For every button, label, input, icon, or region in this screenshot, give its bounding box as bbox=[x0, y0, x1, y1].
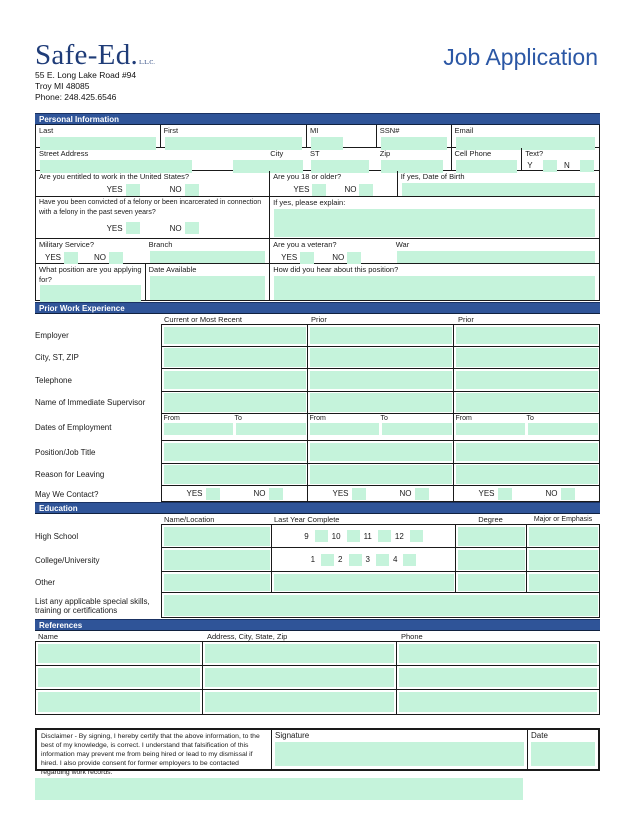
work-dates-cell-2 bbox=[454, 414, 599, 440]
edu-other-cells bbox=[161, 572, 600, 593]
ref2-address-input[interactable] bbox=[205, 668, 394, 687]
text-yes-label: Y bbox=[527, 161, 533, 170]
ssn-field bbox=[377, 125, 452, 147]
veteran-yes-label: YES bbox=[281, 253, 298, 262]
edu-skills-cells bbox=[161, 593, 600, 618]
entitled-yes-checkbox[interactable] bbox=[126, 184, 140, 196]
to-label: To bbox=[234, 415, 242, 422]
work-to-input-2[interactable] bbox=[528, 423, 598, 435]
age-no-label: NO bbox=[344, 185, 357, 194]
edu-cu-year3-label: 3 bbox=[365, 555, 370, 564]
edu-cu-year1-label: 1 bbox=[310, 555, 316, 564]
state-field bbox=[307, 148, 377, 170]
dob-input[interactable] bbox=[402, 183, 595, 196]
edu-other-label: Other bbox=[35, 578, 56, 587]
last-name-label: Last bbox=[39, 126, 54, 135]
edu-other-name-input[interactable] bbox=[164, 574, 270, 591]
ref3-address-cell bbox=[203, 690, 397, 714]
work-employer-input-2[interactable] bbox=[456, 327, 598, 345]
edu-other-major-input[interactable] bbox=[529, 574, 598, 591]
work-employer-input-0[interactable] bbox=[164, 327, 306, 345]
middle-initial-label: MI bbox=[310, 126, 319, 135]
work-position-cell-0 bbox=[162, 441, 308, 463]
military-question bbox=[36, 239, 146, 263]
ssn-label: SSN# bbox=[379, 126, 400, 135]
military-yes-label: YES bbox=[45, 253, 62, 262]
edu-col-degree-label: Degree bbox=[478, 515, 503, 524]
work-contact-no-checkbox-1[interactable] bbox=[415, 488, 429, 500]
entitled-yes-label: YES bbox=[106, 185, 123, 194]
work-employer-cell-0 bbox=[162, 325, 308, 346]
date-label: Date bbox=[531, 731, 548, 740]
ref-col-address-label: Address, City, State, Zip bbox=[207, 632, 288, 641]
age-no-checkbox[interactable] bbox=[359, 184, 373, 196]
edu-cu-major-input[interactable] bbox=[529, 550, 598, 570]
cell-phone-label: Cell Phone bbox=[454, 149, 492, 158]
work-dates-cell-1 bbox=[308, 414, 454, 440]
war-field bbox=[393, 239, 599, 263]
brand-block bbox=[35, 40, 155, 103]
city-field bbox=[229, 148, 307, 170]
edu-highschool-cells bbox=[161, 524, 600, 548]
work-dates-label: Dates of Employment bbox=[35, 423, 112, 432]
ref3-phone-cell bbox=[397, 690, 599, 714]
edu-cu-year4-checkbox[interactable] bbox=[403, 554, 416, 566]
military-yes-checkbox[interactable] bbox=[64, 252, 78, 264]
work-experience-header: Prior Work Experience bbox=[35, 302, 600, 314]
work-col-current-label: Current or Most Recent bbox=[164, 315, 242, 324]
edu-skills-input[interactable] bbox=[164, 595, 598, 616]
edu-college-cells bbox=[161, 548, 600, 572]
edu-highschool-label: High School bbox=[35, 531, 79, 541]
cell-phone-field bbox=[452, 148, 523, 170]
company-address-line2: Troy MI 48085 bbox=[35, 81, 90, 91]
date-field bbox=[528, 730, 598, 769]
ref1-address-cell bbox=[203, 642, 397, 665]
work-employer-cells bbox=[161, 324, 600, 347]
work-supervisor-cells bbox=[161, 392, 600, 415]
text-ok-label: Text? bbox=[525, 149, 544, 158]
edu-hs-year10-label: 10 bbox=[331, 531, 341, 541]
edu-hs-year9-checkbox[interactable] bbox=[315, 530, 328, 542]
ref1-phone-cell bbox=[397, 642, 599, 665]
work-supervisor-input-2[interactable] bbox=[456, 393, 598, 412]
work-employer-cell-1 bbox=[308, 325, 454, 346]
work-city-cells bbox=[161, 347, 600, 370]
work-position-input-0[interactable] bbox=[164, 443, 306, 462]
company-name-suffix: L.L.C. bbox=[139, 60, 155, 66]
ref2-phone-input[interactable] bbox=[399, 668, 597, 687]
work-dates-sublabels-2 bbox=[456, 414, 598, 423]
work-telephone-cell-2 bbox=[454, 369, 599, 391]
work-telephone-input-2[interactable] bbox=[456, 371, 598, 390]
reference-row-3 bbox=[36, 690, 599, 714]
first-name-label: First bbox=[163, 126, 179, 135]
age-question bbox=[270, 171, 398, 196]
age-label: Are you 18 or older? bbox=[273, 172, 342, 181]
veteran-question bbox=[270, 239, 393, 263]
signature-table bbox=[35, 728, 600, 776]
eligibility-row bbox=[36, 171, 599, 197]
military-no-label: NO bbox=[94, 253, 107, 262]
position-row bbox=[36, 264, 599, 300]
position-label: What position are you applying for? bbox=[39, 265, 142, 284]
entitled-no-label: NO bbox=[169, 185, 182, 194]
felony-question bbox=[36, 197, 270, 238]
veteran-no-label: NO bbox=[332, 253, 345, 262]
work-row-employer bbox=[35, 324, 600, 347]
work-dates-sublabels-0 bbox=[164, 414, 306, 423]
military-row bbox=[36, 239, 599, 264]
from-label: From bbox=[163, 415, 180, 422]
work-reason-input-1[interactable] bbox=[310, 465, 452, 484]
hear-about-field bbox=[270, 264, 599, 300]
war-input[interactable] bbox=[397, 251, 595, 263]
ref2-name-input[interactable] bbox=[38, 668, 200, 687]
from-label: From bbox=[309, 415, 326, 422]
work-contact-cells bbox=[161, 486, 600, 502]
work-contact-label: May We Contact? bbox=[35, 489, 99, 499]
work-telephone-cell-0 bbox=[162, 369, 308, 391]
edu-col-year-label: Last Year Complete bbox=[274, 515, 340, 524]
work-position-cell-2 bbox=[454, 441, 599, 463]
entitled-to-work-question bbox=[36, 171, 270, 196]
personal-information-section bbox=[35, 113, 600, 301]
company-logo bbox=[35, 40, 155, 70]
address-row bbox=[36, 148, 599, 171]
work-experience-section bbox=[35, 302, 600, 502]
work-to-input-1[interactable] bbox=[382, 423, 452, 435]
work-contact-no-checkbox-0[interactable] bbox=[269, 488, 283, 500]
edu-hs-year10-checkbox[interactable] bbox=[347, 530, 360, 542]
branch-field bbox=[146, 239, 271, 263]
work-telephone-cell-1 bbox=[308, 369, 454, 391]
work-column-headers bbox=[35, 315, 600, 324]
education-section bbox=[35, 502, 600, 618]
edu-cu-year2-checkbox[interactable] bbox=[349, 554, 362, 566]
veteran-no-checkbox[interactable] bbox=[347, 252, 361, 264]
dob-label: If yes, Date of Birth bbox=[400, 172, 465, 181]
work-contact-yes-label-2: YES bbox=[478, 489, 495, 498]
work-contact-cell-1 bbox=[308, 486, 454, 501]
work-reason-cells bbox=[161, 464, 600, 487]
middle-initial-field bbox=[307, 125, 377, 147]
references-table bbox=[35, 641, 600, 715]
date-input[interactable] bbox=[531, 742, 595, 767]
edu-col-major-label: Major or Emphasis bbox=[533, 516, 593, 523]
work-contact-no-label-1: NO bbox=[399, 489, 412, 498]
edu-hs-year11-label: 11 bbox=[363, 531, 372, 541]
edu-other-major-cell bbox=[527, 572, 599, 592]
age-yes-checkbox[interactable] bbox=[312, 184, 326, 196]
ref2-phone-cell bbox=[397, 666, 599, 689]
work-telephone-input-0[interactable] bbox=[164, 371, 306, 390]
felony-no-label: NO bbox=[169, 223, 182, 233]
military-options bbox=[39, 252, 143, 264]
edu-cu-years-cell bbox=[272, 548, 456, 571]
edu-cu-year1-checkbox[interactable] bbox=[321, 554, 334, 566]
work-row-city bbox=[35, 347, 600, 370]
edu-hs-year11-checkbox[interactable] bbox=[378, 530, 391, 542]
work-contact-no-label-0: NO bbox=[253, 489, 266, 498]
work-dates-boxes-1 bbox=[310, 423, 452, 435]
work-telephone-input-1[interactable] bbox=[310, 371, 452, 390]
text-yes-checkbox[interactable] bbox=[543, 160, 557, 172]
edu-college-label: College/University bbox=[35, 555, 100, 565]
text-no-checkbox[interactable] bbox=[580, 160, 594, 172]
text-no-label: N bbox=[564, 161, 570, 170]
work-position-input-2[interactable] bbox=[456, 443, 598, 462]
edu-cu-year2-label: 2 bbox=[338, 555, 343, 564]
reference-row-1 bbox=[36, 642, 599, 666]
zip-field bbox=[377, 148, 452, 170]
work-row-dates bbox=[35, 414, 600, 441]
work-reason-label: Reason for Leaving bbox=[35, 470, 105, 480]
veteran-options bbox=[273, 252, 390, 264]
edu-hs-degree-input[interactable] bbox=[458, 527, 525, 546]
work-contact-cell-2 bbox=[454, 486, 599, 501]
work-position-cell-1 bbox=[308, 441, 454, 463]
work-contact-yes-label-1: YES bbox=[332, 489, 349, 498]
company-phone: Phone: 248.425.6546 bbox=[35, 92, 117, 102]
references-column-headers bbox=[35, 632, 600, 641]
work-employer-label: Employer bbox=[35, 330, 69, 340]
ref2-address-cell bbox=[203, 666, 397, 689]
felony-yes-label: YES bbox=[106, 223, 123, 233]
veteran-yes-checkbox[interactable] bbox=[300, 252, 314, 264]
email-field bbox=[452, 125, 599, 147]
ref-col-phone-label: Phone bbox=[401, 632, 423, 641]
work-dates-cells bbox=[161, 414, 600, 441]
ref1-phone-input[interactable] bbox=[399, 644, 597, 663]
work-row-supervisor bbox=[35, 392, 600, 415]
page-title: Job Application bbox=[443, 44, 598, 70]
from-label: From bbox=[455, 415, 472, 422]
signature-label: Signature bbox=[275, 731, 310, 740]
edu-cu-degree-cell bbox=[456, 548, 527, 571]
name-row bbox=[36, 125, 599, 148]
work-supervisor-input-0[interactable] bbox=[164, 393, 306, 412]
work-telephone-label: Telephone bbox=[35, 375, 72, 385]
hear-about-input[interactable] bbox=[274, 276, 595, 300]
edu-cu-year4-label: 4 bbox=[392, 555, 398, 564]
education-header: Education bbox=[35, 502, 600, 514]
work-contact-cell-0 bbox=[162, 486, 308, 501]
veteran-label: Are you a veteran? bbox=[273, 240, 337, 249]
street-address-field bbox=[36, 148, 229, 170]
edu-other-degree-input[interactable] bbox=[458, 574, 525, 591]
work-position-input-1[interactable] bbox=[310, 443, 452, 462]
street-address-label: Street Address bbox=[39, 149, 89, 158]
edu-other-degree-cell bbox=[456, 572, 527, 592]
date-available-field bbox=[146, 264, 271, 300]
signature-field bbox=[272, 730, 528, 769]
edu-row-college bbox=[35, 548, 600, 572]
work-city-cell-2 bbox=[454, 347, 599, 369]
work-position-label: Position/Job Title bbox=[35, 447, 96, 457]
work-from-input-2[interactable] bbox=[456, 423, 526, 435]
work-dates-boxes-2 bbox=[456, 423, 598, 435]
bottom-signature-bar-input[interactable] bbox=[35, 778, 523, 800]
position-field bbox=[36, 264, 146, 300]
edu-hs-year12-label: 12 bbox=[394, 531, 404, 541]
work-dates-cell-0 bbox=[162, 414, 308, 440]
felony-label: Have you been convicted of a felony or been incarcerated in connection with a felony in the past seven years? bbox=[39, 199, 262, 216]
work-contact-yes-label-0: YES bbox=[186, 489, 203, 498]
edu-col-name-label: Name/Location bbox=[164, 515, 215, 524]
work-city-input-2[interactable] bbox=[456, 348, 598, 367]
felony-yes-checkbox[interactable] bbox=[126, 222, 140, 234]
work-from-input-1[interactable] bbox=[310, 423, 380, 435]
work-col-prior1-label: Prior bbox=[311, 315, 327, 324]
company-name: Safe-Ed. bbox=[35, 39, 139, 71]
work-dates-boxes-0 bbox=[164, 423, 306, 435]
ref3-name-cell bbox=[36, 690, 203, 714]
state-label: ST bbox=[310, 149, 320, 158]
edu-skills-label: List any applicable special skills, training or certifications bbox=[35, 596, 150, 615]
work-supervisor-cell-0 bbox=[162, 392, 308, 414]
work-supervisor-input-1[interactable] bbox=[310, 393, 452, 412]
ref3-name-input[interactable] bbox=[38, 692, 200, 712]
email-label: Email bbox=[454, 126, 474, 135]
military-label: Military Service? bbox=[39, 240, 95, 249]
work-row-telephone bbox=[35, 369, 600, 392]
work-reason-cell-0 bbox=[162, 464, 308, 486]
edu-hs-years-cell bbox=[272, 525, 456, 547]
work-row-contact bbox=[35, 486, 600, 502]
edu-hs-major-cell bbox=[527, 525, 599, 547]
work-from-input-0[interactable] bbox=[164, 423, 234, 435]
to-label: To bbox=[380, 415, 388, 422]
war-label: War bbox=[395, 240, 410, 249]
ref3-address-input[interactable] bbox=[205, 692, 394, 712]
felony-explain-input[interactable] bbox=[274, 209, 595, 237]
work-row-position bbox=[35, 441, 600, 464]
work-telephone-cells bbox=[161, 369, 600, 392]
edu-hs-major-input[interactable] bbox=[529, 527, 598, 546]
edu-cu-degree-input[interactable] bbox=[458, 550, 525, 570]
work-reason-input-0[interactable] bbox=[164, 465, 306, 484]
edu-row-highschool bbox=[35, 524, 600, 548]
edu-cu-major-cell bbox=[527, 548, 599, 571]
felony-explain-field bbox=[270, 197, 599, 238]
work-supervisor-cell-2 bbox=[454, 392, 599, 414]
ref1-address-input[interactable] bbox=[205, 644, 394, 663]
military-no-checkbox[interactable] bbox=[109, 252, 123, 264]
edu-hs-year12-checkbox[interactable] bbox=[410, 530, 423, 542]
work-to-input-0[interactable] bbox=[236, 423, 306, 435]
references-section bbox=[35, 619, 600, 715]
ref-col-name-label: Name bbox=[38, 632, 59, 641]
edu-other-name-cell bbox=[162, 572, 272, 592]
city-label: City bbox=[270, 149, 284, 158]
work-contact-no-checkbox-2[interactable] bbox=[561, 488, 575, 500]
felony-options bbox=[39, 222, 266, 234]
company-address-line1: 55 E. Long Lake Road #94 bbox=[35, 70, 137, 80]
first-name-field bbox=[161, 125, 307, 147]
work-contact-yes-checkbox-1[interactable] bbox=[352, 488, 366, 500]
age-yes-label: YES bbox=[293, 185, 310, 194]
edu-cu-year3-checkbox[interactable] bbox=[376, 554, 389, 566]
work-city-cell-1 bbox=[308, 347, 454, 369]
work-supervisor-label: Name of Immediate Supervisor bbox=[35, 398, 146, 408]
work-position-cells bbox=[161, 441, 600, 464]
work-employer-cell-2 bbox=[454, 325, 599, 346]
work-city-input-1[interactable] bbox=[310, 348, 452, 367]
felony-no-checkbox[interactable] bbox=[185, 222, 199, 234]
to-label: To bbox=[526, 415, 534, 422]
edu-row-skills bbox=[35, 593, 600, 618]
work-col-prior2-label: Prior bbox=[458, 315, 474, 324]
ref1-name-cell bbox=[36, 642, 203, 665]
work-supervisor-cell-1 bbox=[308, 392, 454, 414]
felony-row bbox=[36, 197, 599, 239]
last-name-field bbox=[36, 125, 161, 147]
edu-hs-name-input[interactable] bbox=[164, 527, 270, 546]
work-reason-cell-2 bbox=[454, 464, 599, 486]
education-column-headers bbox=[35, 515, 600, 524]
work-contact-no-label-2: NO bbox=[545, 489, 558, 498]
edu-other-years-input[interactable] bbox=[274, 574, 454, 591]
dob-field bbox=[398, 171, 599, 196]
text-ok-options bbox=[525, 160, 596, 172]
age-options bbox=[273, 184, 394, 196]
edu-hs-year9-label: 9 bbox=[304, 531, 309, 541]
entitled-to-work-label: Are you entitled to work in the United States? bbox=[39, 172, 190, 181]
hear-about-label: How did you hear about this position? bbox=[273, 265, 399, 274]
work-contact-yes-checkbox-0[interactable] bbox=[206, 488, 220, 500]
disclaimer-text: Disclaimer - By signing, I hereby certify that the above information, to the best of my knowledge, is correct. I understand that falsification of this information may prevent me from being hired or lead to my dismissal if hired. I also provide consent for former employers to be contacted regarding work records. bbox=[37, 730, 272, 769]
personal-information-header: Personal Information bbox=[35, 113, 600, 125]
branch-input[interactable] bbox=[150, 251, 266, 263]
edu-row-other bbox=[35, 572, 600, 593]
edu-hs-name-cell bbox=[162, 525, 272, 547]
work-row-reason bbox=[35, 464, 600, 487]
signature-section bbox=[35, 728, 600, 776]
work-city-cell-0 bbox=[162, 347, 308, 369]
edu-other-years-cell bbox=[272, 572, 456, 592]
ref1-name-input[interactable] bbox=[38, 644, 200, 663]
edu-hs-degree-cell bbox=[456, 525, 527, 547]
edu-cu-name-input[interactable] bbox=[164, 550, 270, 570]
reference-row-2 bbox=[36, 666, 599, 690]
work-reason-input-2[interactable] bbox=[456, 465, 598, 484]
personal-information-table bbox=[35, 125, 600, 301]
work-reason-cell-1 bbox=[308, 464, 454, 486]
work-city-label: City, ST, ZIP bbox=[35, 353, 79, 363]
work-city-input-0[interactable] bbox=[164, 348, 306, 367]
references-header: References bbox=[35, 619, 600, 631]
branch-label: Branch bbox=[148, 240, 173, 249]
work-contact-yes-checkbox-2[interactable] bbox=[498, 488, 512, 500]
work-dates-sublabels-1 bbox=[310, 414, 452, 423]
felony-explain-label: If yes, please explain: bbox=[273, 198, 346, 207]
zip-label: Zip bbox=[379, 149, 391, 158]
edu-cu-name-cell bbox=[162, 548, 272, 571]
ref2-name-cell bbox=[36, 666, 203, 689]
date-available-label: Date Available bbox=[148, 265, 197, 274]
work-employer-input-1[interactable] bbox=[310, 327, 452, 345]
text-ok-field bbox=[522, 148, 599, 170]
edu-skills-cell bbox=[162, 593, 599, 617]
entitled-no-checkbox[interactable] bbox=[185, 184, 199, 196]
ref3-phone-input[interactable] bbox=[399, 692, 597, 712]
date-available-input[interactable] bbox=[150, 276, 266, 300]
signature-input[interactable] bbox=[275, 742, 524, 767]
entitled-options bbox=[39, 184, 266, 196]
